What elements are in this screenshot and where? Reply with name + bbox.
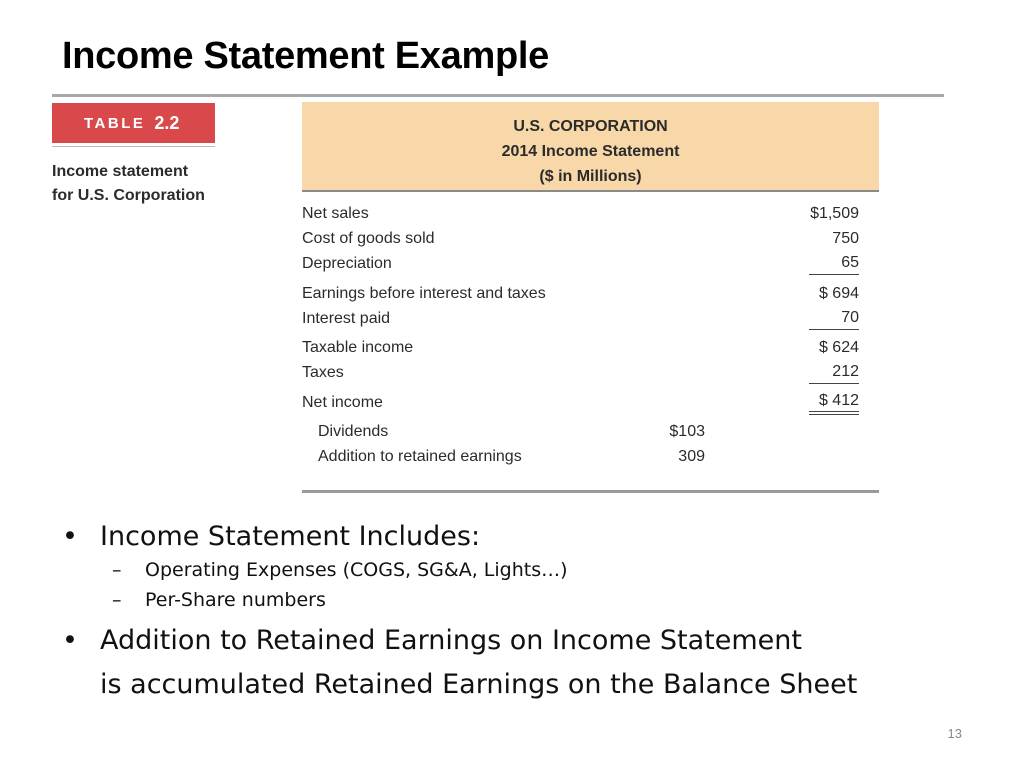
row-amount: 212 — [809, 361, 859, 384]
row-label: Earnings before interest and taxes — [302, 285, 546, 302]
bullet-icon: • — [62, 625, 78, 656]
statement-header — [302, 102, 879, 190]
row-amount: $103 — [669, 423, 705, 440]
bullet-icon: • — [62, 521, 78, 552]
row-amount: 309 — [678, 448, 705, 465]
page-number: 13 — [947, 726, 962, 741]
statement-title: 2014 Income Statement — [501, 143, 680, 160]
company-name: U.S. CORPORATION — [513, 118, 668, 135]
bullet-text-line2: is accumulated Retained Earnings on the Balance Sheet — [100, 669, 858, 700]
bullet-item — [62, 619, 942, 707]
row-label: Depreciation — [302, 255, 392, 272]
statement-units: ($ in Millions) — [539, 168, 642, 185]
row-label: Interest paid — [302, 310, 391, 327]
table-badge-word: TABLE — [84, 114, 146, 132]
table-row — [302, 361, 879, 385]
row-amount: 65 — [809, 252, 859, 275]
table-bottom-divider — [302, 490, 879, 493]
row-amount: $1,509 — [810, 205, 859, 222]
table-row — [302, 336, 879, 360]
row-label: Taxes — [302, 364, 344, 381]
row-label: Net income — [302, 394, 383, 411]
bullet-item — [62, 518, 942, 555]
table-row — [302, 445, 879, 469]
table-row — [302, 252, 879, 276]
bullet-text-line1: Addition to Retained Earnings on Income Statement — [100, 625, 802, 656]
table-caption-line2: for U.S. Corporation — [52, 187, 205, 204]
dash-icon: – — [112, 589, 122, 611]
row-label: Cost of goods sold — [302, 230, 435, 247]
table-row — [302, 282, 879, 306]
dash-icon: – — [112, 559, 122, 581]
badge-divider — [52, 146, 215, 147]
table-row — [302, 420, 879, 444]
sub-bullet-text: Per-Share numbers — [145, 589, 326, 611]
table-row — [302, 391, 879, 415]
table-caption — [52, 160, 232, 208]
row-label: Net sales — [302, 205, 369, 222]
row-amount: $ 624 — [818, 339, 859, 356]
table-caption-line1: Income statement — [52, 163, 189, 180]
table-badge — [52, 103, 215, 143]
row-amount: 70 — [809, 307, 859, 330]
table-row — [302, 227, 879, 251]
row-label: Taxable income — [302, 339, 414, 356]
slide-title: Income Statement Example — [62, 35, 549, 77]
sub-bullet-text: Operating Expenses (COGS, SG&A, Lights…) — [145, 559, 568, 581]
header-divider — [302, 190, 879, 192]
table-row — [302, 202, 879, 226]
sub-bullet-item — [62, 555, 942, 585]
row-label: Dividends — [318, 423, 389, 440]
title-divider — [52, 94, 944, 97]
sub-bullet-item — [62, 585, 942, 615]
bullet-text: Income Statement Includes: — [100, 521, 481, 552]
row-amount: 750 — [832, 230, 859, 247]
row-amount: $ 412 — [809, 391, 859, 415]
row-label: Addition to retained earnings — [318, 448, 522, 465]
table-badge-number: 2.2 — [154, 112, 180, 133]
table-row — [302, 307, 879, 331]
bullet-list — [62, 518, 942, 707]
row-amount: $ 694 — [818, 285, 859, 302]
